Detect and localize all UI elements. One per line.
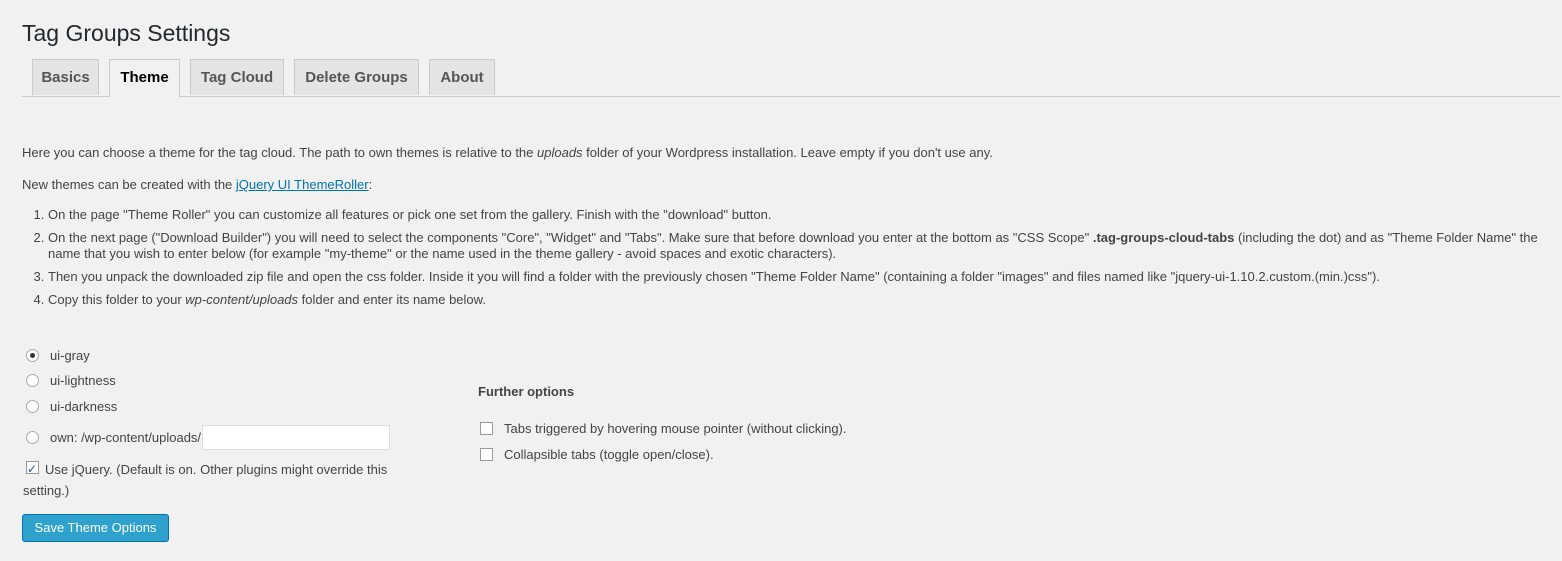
own-theme-input[interactable] bbox=[202, 425, 390, 450]
hover-tabs-label: Tabs triggered by hovering mouse pointer (without clicking). bbox=[504, 421, 847, 436]
tab-tag-cloud[interactable]: Tag Cloud bbox=[190, 59, 284, 95]
collapsible-tabs-checkbox[interactable] bbox=[480, 448, 493, 461]
radio-label-ui-darkness: ui-darkness bbox=[50, 398, 118, 414]
intro-paragraph: Here you can choose a theme for the tag cloud. The path to own themes is relative to the uploads folder of your Wordpress installation. Leave empty if you don't use any. bbox=[22, 145, 993, 160]
step-1: 1. On the page "Theme Roller" you can customize all features or pick one set from the gallery. Finish with the "download" button. bbox=[48, 207, 1558, 223]
use-jquery-option[interactable] bbox=[23, 459, 426, 501]
radio-ui-lightness[interactable] bbox=[26, 374, 39, 387]
radio-label-ui-lightness: ui-lightness bbox=[50, 372, 116, 388]
radio-label-own: own: /wp-content/uploads/ bbox=[50, 429, 202, 445]
radio-ui-gray[interactable] bbox=[26, 349, 39, 362]
tab-theme[interactable]: Theme bbox=[109, 59, 180, 97]
theme-option-own[interactable] bbox=[22, 424, 390, 450]
tab-basics[interactable]: Basics bbox=[32, 59, 99, 95]
collapsible-tabs-option[interactable] bbox=[480, 447, 714, 462]
step-4: 4. Copy this folder to your wp-content/uploads folder and enter its name below. bbox=[48, 292, 1558, 308]
hover-tabs-option[interactable] bbox=[480, 421, 847, 436]
tab-about[interactable]: About bbox=[429, 59, 495, 95]
instruction-steps bbox=[22, 207, 1558, 315]
page-title: Tag Groups Settings bbox=[22, 20, 231, 46]
themeroller-link[interactable]: jQuery UI ThemeRoller bbox=[235, 177, 369, 192]
tab-delete-groups[interactable]: Delete Groups bbox=[294, 59, 419, 95]
theme-option-ui-gray[interactable] bbox=[22, 345, 90, 365]
radio-own[interactable] bbox=[26, 431, 39, 444]
step-2: 2. On the next page ("Download Builder") you will need to select the components "Core", "Widget" and "Tabs". Make sure that before download you enter at the bottom as "CSS Scope" .tag-groups-cloud-tabs (including the dot) and as "Theme Folder Name" the name that you wish to enter below (for example "my-theme" or the name used in the theme gallery - avoid spaces and exotic characters). bbox=[48, 230, 1558, 262]
theme-option-ui-darkness[interactable] bbox=[22, 396, 117, 416]
use-jquery-label: Use jQuery. (Default is on. Other plugins might override this setting.) bbox=[23, 462, 388, 498]
further-options-heading: Further options bbox=[478, 384, 575, 399]
save-theme-options-button[interactable]: Save Theme Options bbox=[22, 514, 169, 542]
collapsible-tabs-label: Collapsible tabs (toggle open/close). bbox=[504, 447, 714, 462]
use-jquery-checkbox[interactable] bbox=[26, 461, 39, 474]
step-3: 3. Then you unpack the downloaded zip file and open the css folder. Inside it you will find a folder with the previously chosen "Theme Folder Name" (containing a folder "images" and files named like "jquery-ui-1.10.2.custom.(min.)css"). bbox=[48, 269, 1558, 285]
radio-ui-darkness[interactable] bbox=[26, 400, 39, 413]
radio-label-ui-gray: ui-gray bbox=[50, 347, 90, 363]
themeroller-paragraph: New themes can be created with the jQuery UI ThemeRoller: bbox=[22, 177, 373, 192]
tab-bar bbox=[22, 59, 1560, 97]
theme-option-ui-lightness[interactable] bbox=[22, 370, 116, 390]
hover-tabs-checkbox[interactable] bbox=[480, 422, 493, 435]
